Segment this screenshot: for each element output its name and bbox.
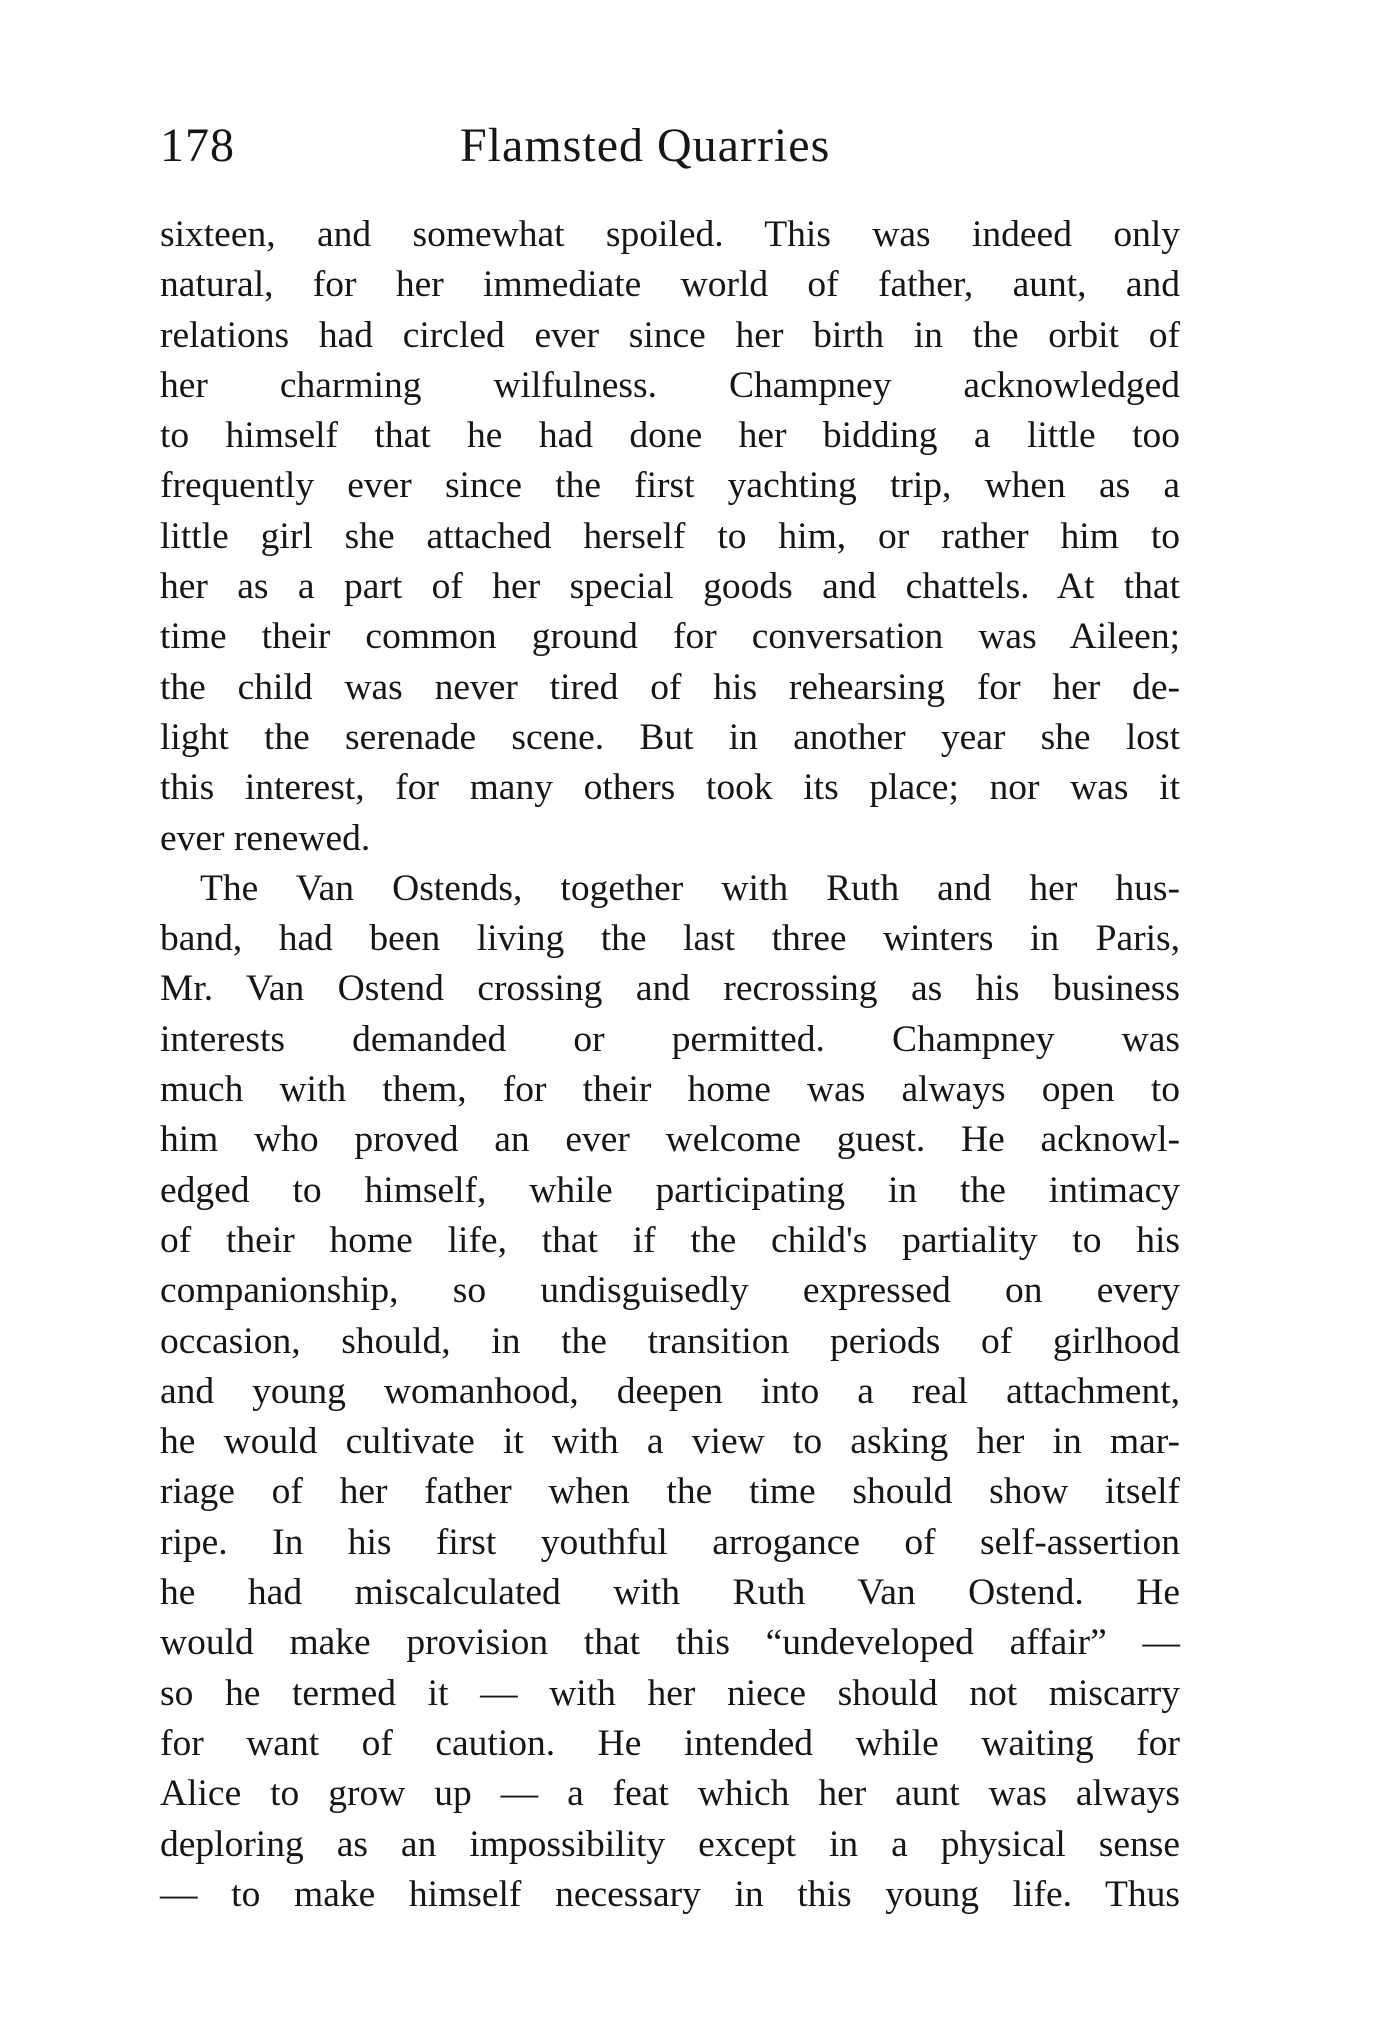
text-line: of their home life, that if the child's partiality to his — [160, 1219, 1180, 1261]
page-number: 178 — [160, 119, 235, 172]
text-line: him who proved an ever welcome guest. He acknowl- — [160, 1119, 1180, 1161]
text-line: ripe. In his first youthful arrogance of self-assertion — [160, 1521, 1180, 1563]
text-line: deploring as an impossibility except in a physical sense — [160, 1823, 1180, 1865]
text-line: Mr. Van Ostend crossing and recrossing as his business — [160, 968, 1180, 1010]
text-line: to himself that he had done her bidding a little too — [160, 415, 1180, 457]
text-line: he had miscalculated with Ruth Van Ostend. He — [160, 1572, 1180, 1614]
text-line: sixteen, and somewhat spoiled. This was indeed only — [160, 214, 1180, 255]
text-line: interests demanded or permitted. Champney was — [160, 1018, 1180, 1060]
text-line: light the serenade scene. But in another year she lost — [160, 716, 1180, 758]
text-line: frequently ever since the first yachting trip, when as a — [160, 465, 1180, 507]
paragraph — [160, 864, 1180, 1920]
text-line: relations had circled ever since her birth in the orbit of — [160, 314, 1180, 356]
body-text — [160, 210, 1180, 1920]
text-line: time their common ground for conversation was Aileen; — [160, 616, 1180, 658]
text-line: — to make himself necessary in this young life. Thus — [160, 1873, 1180, 1915]
text-line: riage of her father when the time should show itself — [160, 1471, 1180, 1513]
text-line: this interest, for many others took its place; nor was it — [160, 767, 1180, 809]
text-line: the child was never tired of his rehearsing for her de- — [160, 666, 1180, 708]
text-line: companionship, so undisguisedly expressed on every — [160, 1270, 1180, 1312]
text-line: so he termed it — with her niece should not miscarry — [160, 1672, 1180, 1714]
page-header — [160, 118, 1180, 188]
paragraph — [160, 210, 1180, 864]
text-line: edged to himself, while participating in the intimacy — [160, 1169, 1180, 1211]
text-line: would make provision that this “undeveloped affair” — — [160, 1622, 1180, 1664]
text-line: little girl she attached herself to him, or rather him to — [160, 515, 1180, 557]
text-line: ever renewed. — [160, 817, 371, 859]
text-line: band, had been living the last three winters in Paris, — [160, 918, 1180, 960]
running-head: Flamsted Quarries — [460, 119, 831, 172]
text-line: her charming wilfulness. Champney acknowledged — [160, 364, 1180, 406]
text-line: The Van Ostends, together with Ruth and her hus- — [200, 867, 1180, 909]
text-line: he would cultivate it with a view to asking her in mar- — [160, 1421, 1180, 1463]
text-line: natural, for her immediate world of father, aunt, and — [160, 264, 1180, 306]
text-line: her as a part of her special goods and chattels. At that — [160, 566, 1180, 608]
text-line: occasion, should, in the transition periods of girlhood — [160, 1320, 1180, 1362]
text-line: and young womanhood, deepen into a real attachment, — [160, 1370, 1180, 1412]
text-line: for want of caution. He intended while waiting for — [160, 1722, 1180, 1764]
text-line: Alice to grow up — a feat which her aunt was always — [160, 1773, 1180, 1815]
text-line: much with them, for their home was always open to — [160, 1069, 1180, 1111]
